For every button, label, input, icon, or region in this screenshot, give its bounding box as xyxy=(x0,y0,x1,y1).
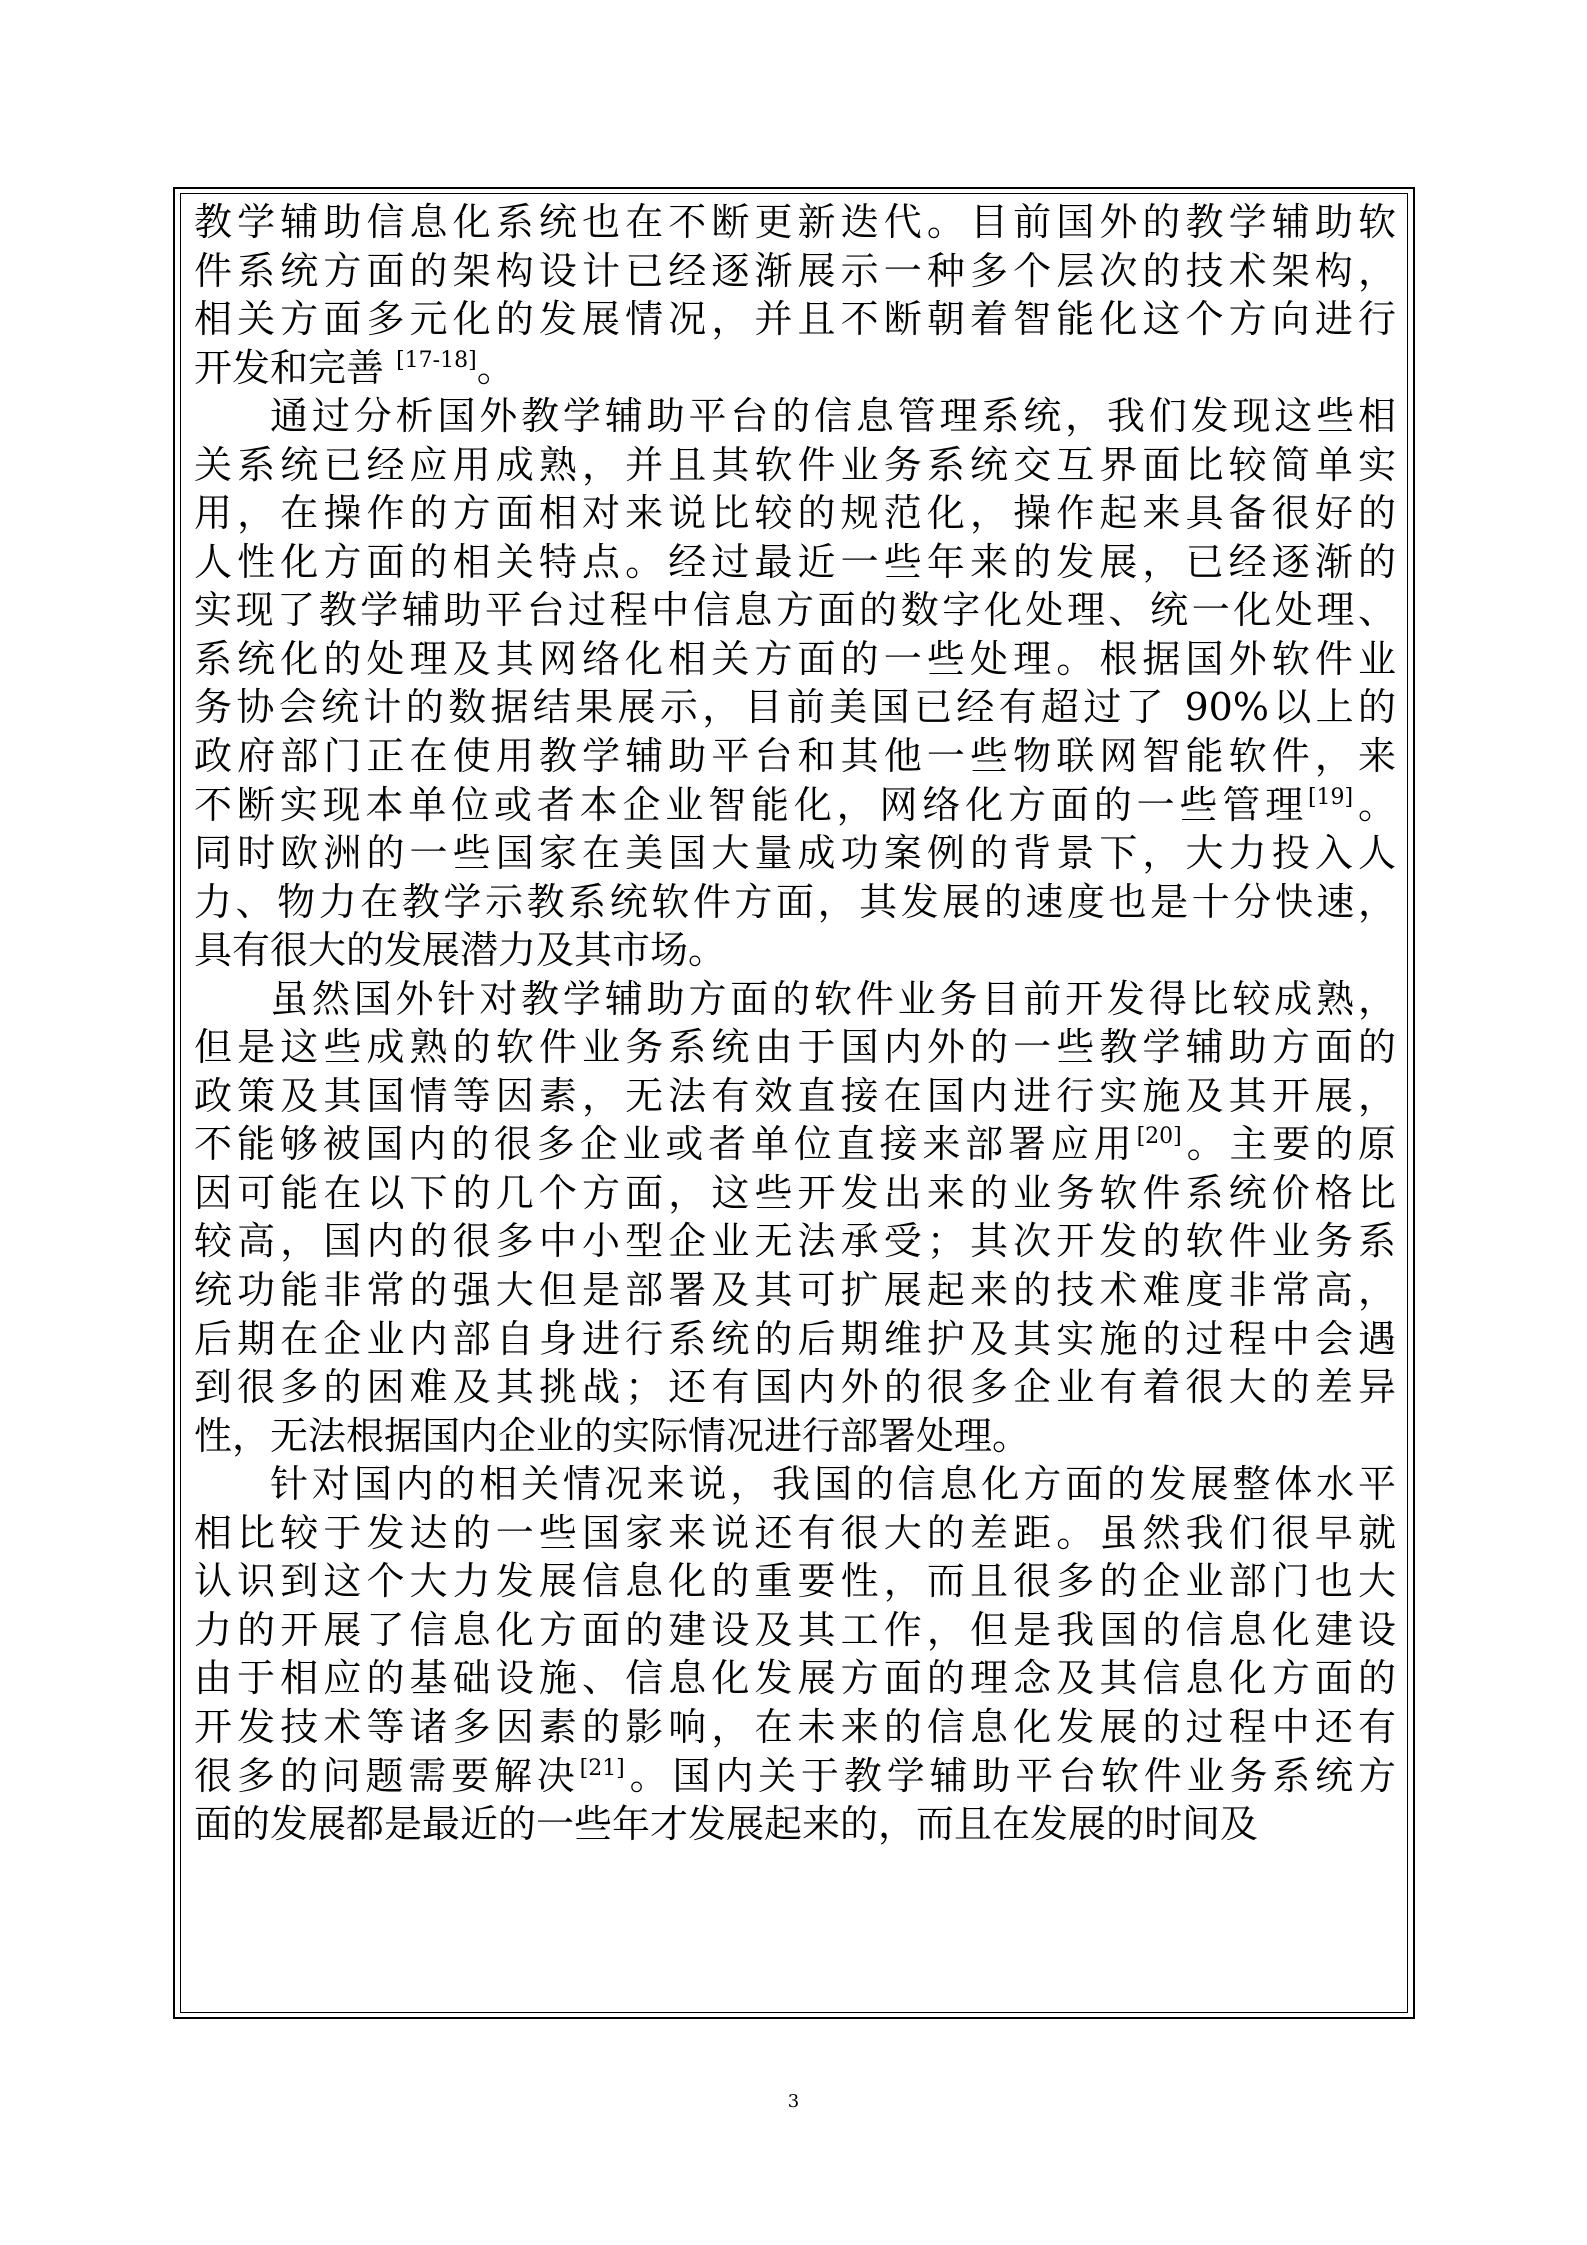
line-text: 较高，国内的很多中小型企业无法承受；其次开发的软件业务系 xyxy=(194,1219,1396,1264)
text-line xyxy=(194,1703,1396,1752)
text-line xyxy=(194,975,1396,1024)
line-text: 教学辅助信息化系统也在不断更新迭代。目前国外的教学辅助软 xyxy=(194,200,1396,244)
text-line xyxy=(194,1217,1396,1266)
line-text: 用，在操作的方面相对来说比较的规范化，操作起来具备很好的 xyxy=(194,491,1396,536)
line-text: 政府部门正在使用教学辅助平台和其他一些物联网智能软件，来 xyxy=(194,734,1396,779)
text-line xyxy=(194,1412,1396,1461)
line-text: 后期在企业内部自身进行系统的后期维护及其实施的过程中会遇 xyxy=(194,1316,1396,1361)
line-text: 关系统已经应用成熟，并且其软件业务系统交互界面比较简单实 xyxy=(194,442,1396,487)
line-text: 开发和完善 xyxy=(194,345,397,390)
citation-reference: [19] xyxy=(1307,784,1354,810)
text-line xyxy=(194,295,1396,344)
text-line xyxy=(194,1606,1396,1655)
citation-reference: [21] xyxy=(579,1755,625,1781)
text-line xyxy=(194,732,1396,781)
line-text: 同时欧洲的一些国家在美国大量成功案例的背景下，大力投入人 xyxy=(194,831,1396,876)
line-text: 力、物力在教学示教系统软件方面，其发展的速度也是十分快速， xyxy=(194,879,1396,924)
line-text: 具有很大的发展潜力及其市场。 xyxy=(194,928,727,973)
document-body xyxy=(194,198,1396,2006)
text-line xyxy=(194,829,1396,878)
text-line xyxy=(194,781,1396,830)
line-text: 力的开展了信息化方面的建设及其工作，但是我国的信息化建设 xyxy=(194,1607,1396,1652)
text-line xyxy=(194,1023,1396,1072)
text-line xyxy=(194,1169,1396,1218)
citation-reference: [20] xyxy=(1136,1124,1182,1150)
line-text: 通过分析国外教学辅助平台的信息管理系统，我们发现这些相 xyxy=(270,394,1396,439)
text-line xyxy=(194,878,1396,927)
line-text: 不断实现本单位或者本企业智能化，网络化方面的一些管理 xyxy=(194,782,1308,827)
line-text: 系统化的处理及其网络化相关方面的一些处理。根据国外软件业 xyxy=(194,636,1396,681)
text-line xyxy=(194,538,1396,587)
text-line xyxy=(194,1120,1396,1169)
text-line xyxy=(194,1072,1396,1121)
text-line xyxy=(194,1800,1396,1849)
text-line xyxy=(194,198,1396,247)
text-line xyxy=(194,1460,1396,1509)
line-text: 件系统方面的架构设计已经逐渐展示一种多个层次的技术架构， xyxy=(194,248,1396,293)
text-line xyxy=(194,635,1396,684)
text-line xyxy=(194,247,1396,296)
paragraph xyxy=(194,975,1396,1460)
paragraph xyxy=(194,1460,1396,1848)
paragraph xyxy=(194,392,1396,975)
text-line xyxy=(194,1363,1396,1412)
line-text: 不能够被国内的很多企业或者单位直接来部署应用 xyxy=(194,1122,1137,1167)
text-line xyxy=(194,441,1396,490)
line-text-after: 。 xyxy=(1353,782,1396,827)
line-text: 面的发展都是最近的一些年才发展起来的，而且在发展的时间及 xyxy=(194,1802,1259,1847)
text-line xyxy=(194,344,1396,393)
text-line xyxy=(194,1557,1396,1606)
line-text: 到很多的困难及其挑战；还有国内外的很多企业有着很大的差异 xyxy=(194,1365,1396,1410)
text-line xyxy=(194,586,1396,635)
paragraph xyxy=(194,198,1396,392)
line-text: 因可能在以下的几个方面，这些开发出来的业务软件系统价格比 xyxy=(194,1170,1396,1215)
line-text: 相关方面多元化的发展情况，并且不断朝着智能化这个方向进行 xyxy=(194,297,1396,342)
page-number: 3 xyxy=(787,2091,800,2112)
line-text-after: 。主要的原 xyxy=(1181,1122,1396,1167)
text-line xyxy=(194,1654,1396,1703)
line-text: 认识到这个大力发展信息化的重要性，而且很多的企业部门也大 xyxy=(194,1559,1396,1604)
line-text: 开发技术等诸多因素的影响，在未来的信息化发展的过程中还有 xyxy=(194,1704,1396,1749)
line-text: 相比较于发达的一些国家来说还有很大的差距。虽然我们很早就 xyxy=(194,1510,1396,1555)
line-text: 务协会统计的数据结果展示，目前美国已经有超过了 90%以上的 xyxy=(194,685,1396,730)
line-text-after: 。国内关于教学辅助平台软件业务系统方 xyxy=(624,1753,1396,1798)
text-line xyxy=(194,926,1396,975)
text-line xyxy=(194,683,1396,732)
text-line xyxy=(194,392,1396,441)
line-text: 性，无法根据国内企业的实际情况进行部署处理。 xyxy=(194,1413,1031,1458)
line-text: 政策及其国情等因素，无法有效直接在国内进行实施及其开展， xyxy=(194,1073,1396,1118)
line-text-after: 。 xyxy=(476,345,515,390)
line-text: 但是这些成熟的软件业务系统由于国内外的一些教学辅助方面的 xyxy=(194,1025,1396,1070)
text-line xyxy=(194,1752,1396,1801)
line-text: 很多的问题需要解决 xyxy=(194,1753,580,1798)
text-line xyxy=(194,1266,1396,1315)
text-line xyxy=(194,1509,1396,1558)
line-text: 实现了教学辅助平台过程中信息方面的数字化处理、统一化处理、 xyxy=(194,588,1396,633)
citation-reference: [17-18] xyxy=(396,347,477,373)
text-line xyxy=(194,1315,1396,1364)
text-line xyxy=(194,489,1396,538)
line-text: 人性化方面的相关特点。经过最近一些年来的发展，已经逐渐的 xyxy=(194,539,1396,584)
line-text: 虽然国外针对教学辅助方面的软件业务目前开发得比较成熟， xyxy=(270,976,1396,1021)
line-text: 统功能非常的强大但是部署及其可扩展起来的技术难度非常高， xyxy=(194,1268,1396,1313)
line-text: 针对国内的相关情况来说，我国的信息化方面的发展整体水平 xyxy=(270,1462,1396,1507)
line-text: 由于相应的基础设施、信息化发展方面的理念及其信息化方面的 xyxy=(194,1656,1396,1701)
